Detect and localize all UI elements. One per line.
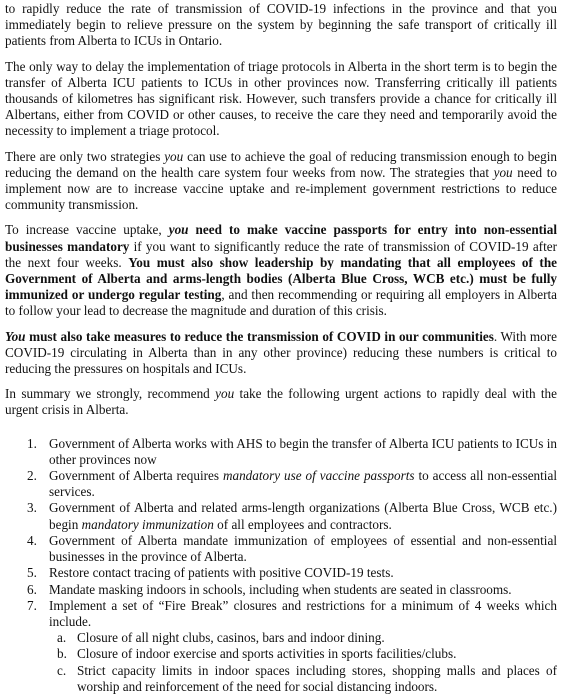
- sublist-item-text: Closure of indoor exercise and sports activities in sports facilities/clubs.: [77, 646, 457, 662]
- list-number: 6.: [27, 581, 37, 597]
- sublist-letter: c.: [57, 662, 67, 678]
- text-run: if you want to significantly reduce the rate of transmission of COVID-19 after the next four weeks.: [5, 238, 557, 270]
- list-item-text: of all employees and contractors.: [213, 516, 392, 532]
- list-item: [27, 581, 557, 598]
- emphasis-text: mandatory use of vaccine passports: [222, 468, 415, 484]
- list-number: 2.: [27, 468, 37, 484]
- list-item-text: Implement a set of “Fire Break” closures and restrictions for a minimum of 4 weeks which include.: [49, 597, 557, 629]
- list-item: [27, 468, 557, 500]
- list-number: 7.: [27, 597, 37, 613]
- emphasis-text: mandatory immunization: [81, 516, 214, 532]
- text-run: In summary we strongly, recommend: [5, 386, 216, 402]
- text-run: . With more COVID-19 circulating in Alberta than in any other province) reducing these numbers is critical to reducing the pressures on hospitals and ICUs.: [5, 328, 557, 377]
- paragraph-two-strategies: [5, 149, 557, 214]
- sublist-item-text: Strict capacity limits in indoor spaces including stores, shopping malls and places of worship and reinforcement of the need for social distancing indoors.: [77, 662, 557, 694]
- list-item: [27, 565, 557, 581]
- sublist-letter: b.: [57, 646, 67, 662]
- fire-break-sublist: [49, 630, 557, 695]
- paragraph-triage-transfer: The only way to delay the implementation of triage protocols in Alberta in the short term is to begin the transfer of Alberta ICU patients to ICUs in other provinces now. Transferring critically ill patients thousands of kilometres has significant risk. However, such transfers provide a chance for critically ill Albertans, either from COVID or other causes, to receive the care they need and temporarily avoid the necessity to implement a triage protocol.: [5, 58, 557, 139]
- list-item-text: Government of Alberta and related arms-length organizations (Alberta Blue Cross, WCB etc.) begin: [49, 500, 557, 532]
- text-run: , and then recommending or requiring all employers in Alberta to follow your lead to decrease the magnitude and duration of this crisis.: [5, 287, 557, 319]
- text-run: need to implement now are to increase vaccine uptake and re-implement government restrictions to reduce community transmission.: [5, 164, 558, 213]
- list-number: 4.: [27, 532, 37, 548]
- urgent-actions-list: [5, 436, 557, 695]
- list-item-text: Government of Alberta works with AHS to begin the transfer of Alberta ICU patients to ICUs in other provinces now: [49, 435, 557, 467]
- paragraph-summary: [5, 386, 557, 418]
- sublist-item-text: Closure of all night clubs, casinos, bars and indoor dining.: [77, 630, 385, 646]
- text-run: To increase vaccine uptake,: [5, 222, 169, 238]
- paragraph-vaccine-uptake: [5, 222, 557, 319]
- emphasis-you: you: [168, 222, 189, 238]
- emphasis-you: You: [5, 328, 26, 344]
- list-item-text: Government of Alberta mandate immunization of employees of essential and non-essential businesses in the province of Alberta.: [49, 532, 557, 565]
- emphasis-you: you: [164, 148, 184, 164]
- sublist-item: [57, 662, 557, 695]
- sublist-letter: a.: [57, 630, 67, 646]
- bold-leadership-mandate: You must also show leadership by mandating that all employees of the Government of Alberta and arms-length bodies (Alberta Blue Cross, WCB etc.) must be fully immunized or undergo regular testing: [5, 254, 558, 303]
- bold-community-transmission: must also take measures to reduce the transmission of COVID in our communities: [25, 328, 494, 344]
- list-item: [27, 500, 557, 532]
- paragraph-community-measures: [5, 329, 557, 378]
- paragraph-transmission-intro: to rapidly reduce the rate of transmission of COVID-19 infections in the province and that you immediately begin to relieve pressure on the system by beginning the safe transport of critically ill patients from Alberta to ICUs in Ontario.: [5, 1, 557, 49]
- list-number: 1.: [27, 435, 37, 451]
- list-item: [27, 435, 557, 468]
- sublist-item: [57, 630, 557, 646]
- list-item: [27, 532, 557, 565]
- list-number: 5.: [27, 565, 37, 581]
- list-item-text: Government of Alberta requires: [49, 468, 223, 484]
- bold-vaccine-passports: need to make vaccine passports for entry into non-essential businesses mandatory: [5, 222, 557, 254]
- list-item-text: Mandate masking indoors in schools, including when students are seated in classrooms.: [49, 581, 512, 597]
- list-number: 3.: [27, 500, 37, 516]
- text-run: take the following urgent actions to rapidly deal with the urgent crisis in Alberta.: [5, 386, 557, 418]
- emphasis-you: you: [215, 386, 235, 402]
- text-run: can use to achieve the goal of reducing transmission enough to begin reducing the demand on the health care system four weeks from now. The strategies that: [5, 148, 558, 180]
- text-run: There are only two strategies: [5, 148, 165, 164]
- list-item-text: to access all non-essential services.: [49, 468, 557, 500]
- letter-page: [0, 1, 567, 694]
- list-item: [27, 597, 557, 695]
- emphasis-you: you: [493, 164, 513, 180]
- list-item-text: Restore contact tracing of patients with positive COVID-19 tests.: [49, 565, 394, 581]
- sublist-item: [57, 646, 557, 662]
